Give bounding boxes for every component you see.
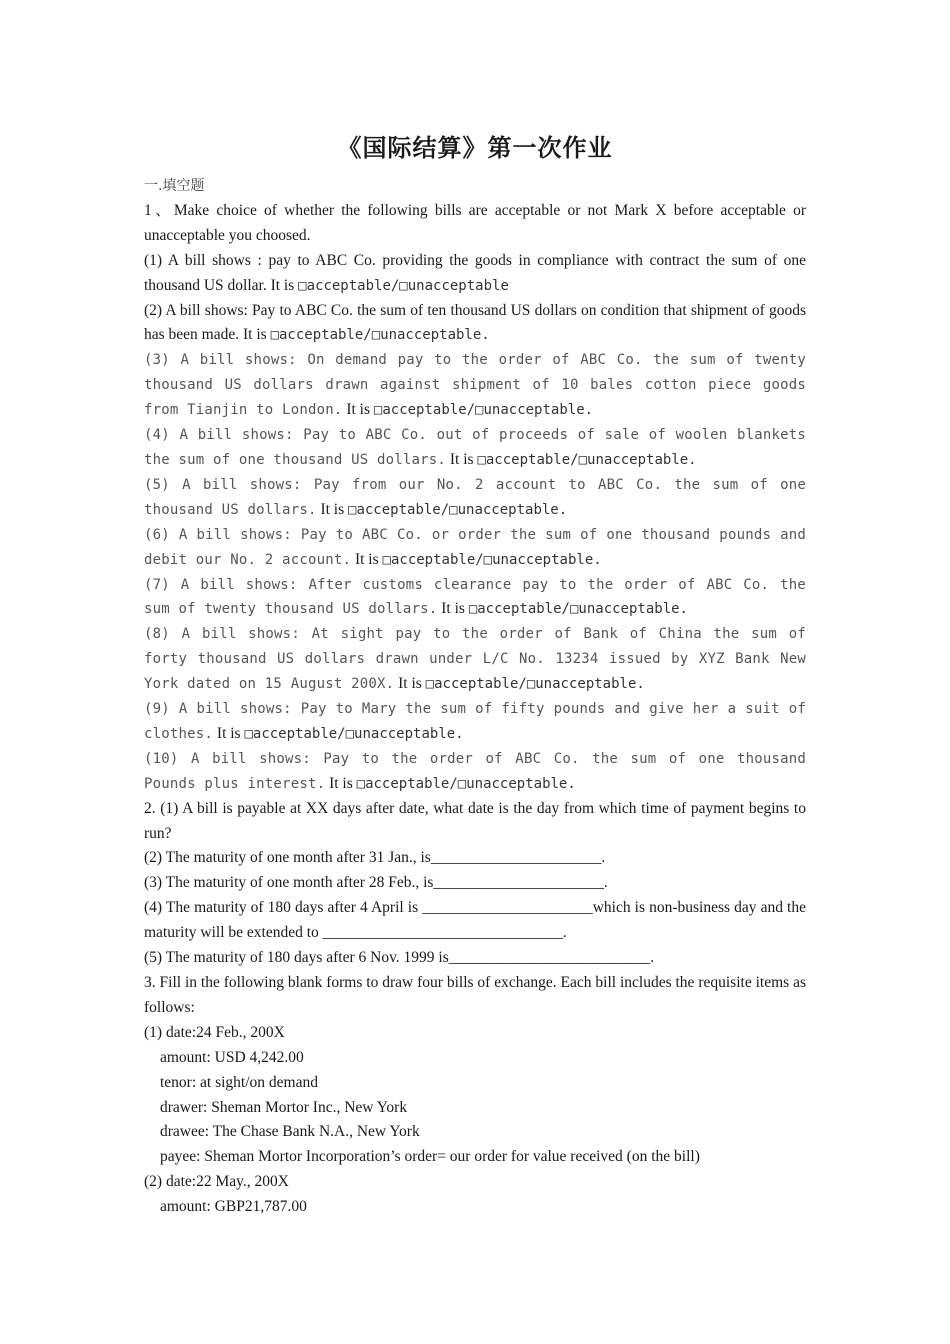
bill-1-date: (1) date:24 Feb., 200X bbox=[144, 1023, 285, 1041]
item-text: (3) A bill shows: On demand pay to the order of ABC Co. the sum of twenty thousand US dollars drawn against shipment of 10 bales cotton piece goods from Tianjin to London. bbox=[144, 352, 806, 419]
acceptability-choice[interactable]: □acceptable/□unacceptable. bbox=[382, 551, 602, 568]
it-is-text: It is bbox=[342, 401, 374, 419]
bill-1-drawer: drawer: Sheman Mortor Inc., New York bbox=[160, 1098, 408, 1116]
acceptability-choice[interactable]: □acceptable/□unacceptable. bbox=[468, 601, 688, 618]
it-is-text: It is bbox=[266, 276, 299, 294]
question-1-intro: 1、Make choice of whether the following bills are acceptable or not Mark X before acceptable or unacceptable you choosed. bbox=[144, 201, 806, 244]
item-text: (9) A bill shows: Pay to Mary the sum of fifty pounds and give her a suit of clothes. bbox=[144, 701, 806, 742]
question-2-line: (3) The maturity of one month after 28 Feb., is______________________. bbox=[144, 874, 608, 892]
bill-item-5 bbox=[144, 473, 806, 523]
section-heading: 一.填空题 bbox=[144, 178, 205, 194]
item-text: (7) A bill shows: After customs clearance pay to the order of ABC Co. the sum of twenty thousand US dollars. bbox=[144, 576, 806, 618]
it-is-text: It is bbox=[437, 600, 469, 618]
question-2-line: (5) The maturity of 180 days after 6 Nov. 1999 is__________________________. bbox=[144, 949, 655, 967]
question-2-line: 2. (1) A bill is payable at XX days after date, what date is the day from which time of payment begins to run? bbox=[144, 799, 806, 842]
it-is-text: It is bbox=[213, 724, 245, 742]
acceptability-choice[interactable]: □acceptable/□unacceptable. bbox=[270, 327, 490, 344]
item-text: (6) A bill shows: Pay to ABC Co. or order the sum of one thousand pounds and debit our No. 2 account. bbox=[144, 526, 806, 568]
question-3-intro: 3. Fill in the following blank forms to draw four bills of exchange. Each bill includes the requisite items as follows: bbox=[144, 974, 806, 1016]
bill-item-2 bbox=[144, 299, 806, 349]
bill-1-payee: payee: Sheman Mortor Incorporation’s order= our order for value received (on the bill) bbox=[160, 1148, 700, 1166]
item-text: (4) A bill shows: Pay to ABC Co. out of proceeds of sale of woolen blankets the sum of one thousand US dollars. bbox=[144, 427, 806, 468]
bill-item-10 bbox=[144, 747, 806, 797]
bill-item-1 bbox=[144, 249, 806, 299]
acceptability-choice[interactable]: □acceptable/□unacceptable. bbox=[244, 725, 464, 742]
bill-1-amount: amount: USD 4,242.00 bbox=[160, 1048, 304, 1066]
acceptability-choice[interactable]: □acceptable/□unacceptable. bbox=[425, 676, 645, 693]
item-text: (5) A bill shows: Pay from our No. 2 account to ABC Co. the sum of one thousand US dollars. bbox=[144, 476, 806, 518]
it-is-text: It is bbox=[351, 550, 383, 568]
item-text: (1) A bill shows : pay to ABC Co. providing the goods in compliance with contract the sum of one thousand US dollar. bbox=[144, 251, 806, 294]
bill-item-8 bbox=[144, 622, 806, 697]
it-is-text: It is bbox=[316, 500, 349, 518]
acceptability-choice[interactable]: □acceptable/□unacceptable. bbox=[356, 775, 576, 792]
bill-item-4 bbox=[144, 423, 806, 473]
bill-item-9 bbox=[144, 697, 806, 747]
question-2-line: (4) The maturity of 180 days after 4 April is ______________________which is non-business day and the maturity will be extended to _______________________________. bbox=[144, 899, 806, 942]
bill-item-3 bbox=[144, 348, 806, 423]
item-text: (8) A bill shows: At sight pay to the order of Bank of China the sum of forty thousand US dollars drawn under L/C No. 13234 issued by XYZ Bank New York dated on 15 August 200X. bbox=[144, 626, 806, 693]
page-title: 《国际结算》第一次作业 bbox=[337, 134, 613, 162]
bill-1-drawee: drawee: The Chase Bank N.A., New York bbox=[160, 1123, 420, 1141]
it-is-text: It is bbox=[446, 450, 478, 468]
bill-1-tenor: tenor: at sight/on demand bbox=[160, 1073, 318, 1091]
bill-item-7 bbox=[144, 573, 806, 623]
acceptability-choice[interactable]: □acceptable/□unacceptable. bbox=[348, 501, 568, 518]
question-2-line: (2) The maturity of one month after 31 Jan., is______________________. bbox=[144, 849, 606, 867]
document-page bbox=[144, 128, 806, 1220]
it-is-text: It is bbox=[239, 326, 271, 344]
acceptability-choice[interactable]: □acceptable/□unacceptable bbox=[298, 277, 509, 294]
acceptability-choice[interactable]: □acceptable/□unacceptable. bbox=[477, 451, 697, 468]
item-text: (2) A bill shows: Pay to ABC Co. the sum of ten thousand US dollars on condition that shipment of goods has been made. bbox=[144, 301, 806, 344]
bill-item-6 bbox=[144, 523, 806, 573]
acceptability-choice[interactable]: □acceptable/□unacceptable. bbox=[373, 402, 594, 419]
it-is-text: It is bbox=[325, 774, 357, 792]
it-is-text: It is bbox=[394, 675, 426, 693]
bill-2-amount: amount: GBP21,787.00 bbox=[160, 1198, 307, 1216]
bill-2-date: (2) date:22 May., 200X bbox=[144, 1173, 289, 1191]
item-text: (10) A bill shows: Pay to the order of ABC Co. the sum of one thousand Pounds plus interest. bbox=[144, 750, 806, 792]
